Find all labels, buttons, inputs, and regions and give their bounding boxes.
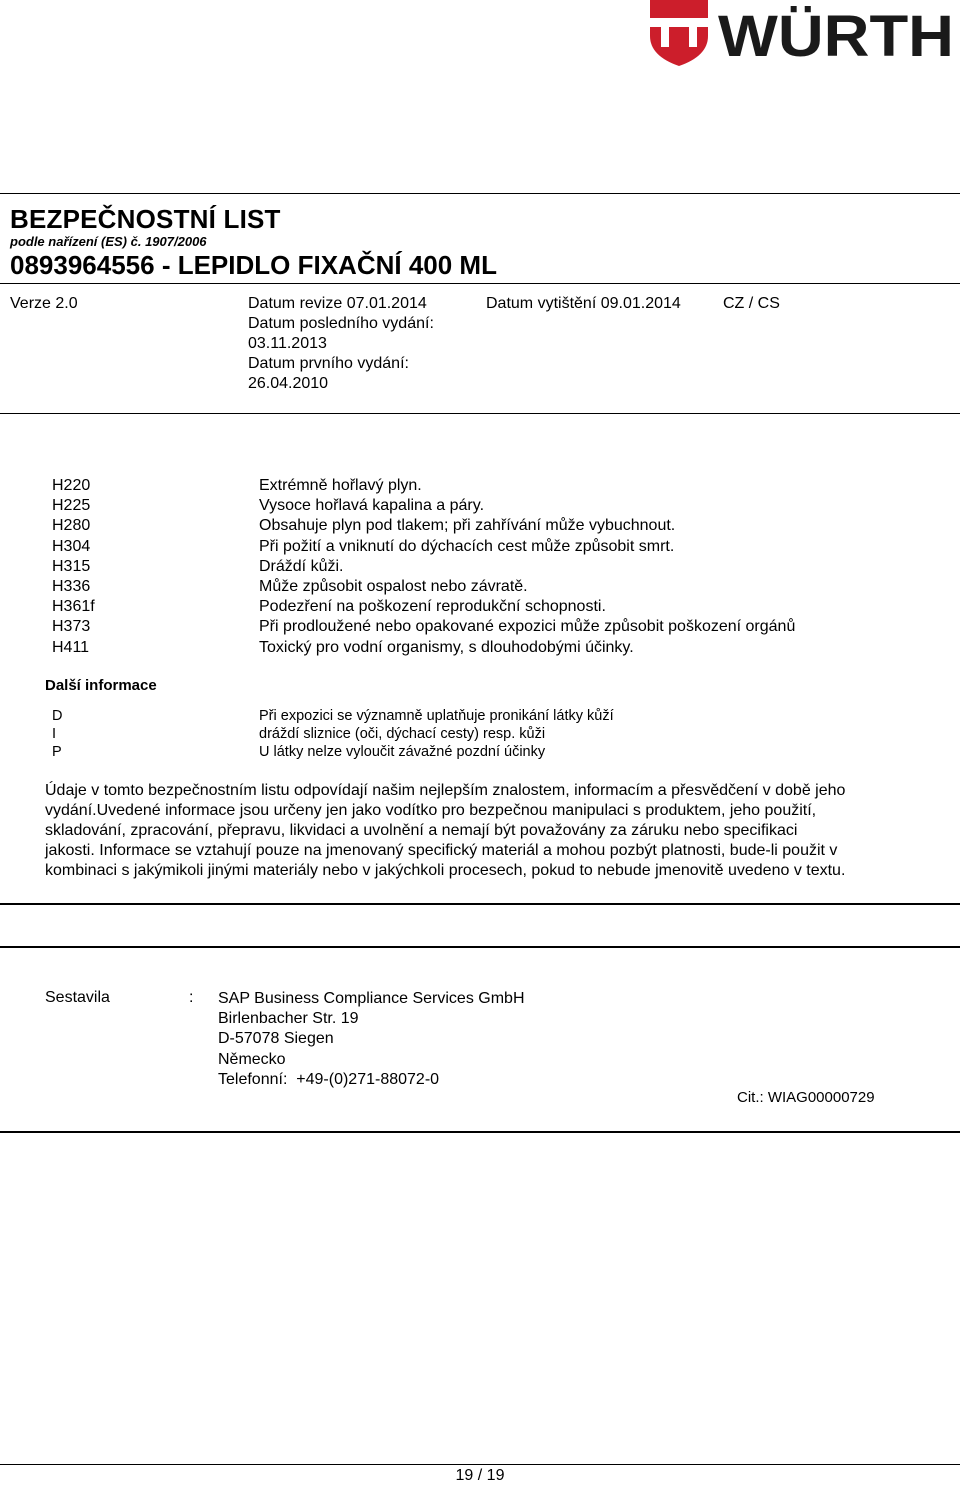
disclaimer-line: Údaje v tomto bezpečnostním listu odpovídají našim nejlepším znalostem, informacím a přesvědčení v době jeho xyxy=(45,782,846,799)
address-line: D-57078 Siegen xyxy=(218,1030,334,1048)
product-name: 0893964556 - LEPIDLO FIXAČNÍ 400 ML xyxy=(10,250,497,280)
hazard-text: Dráždí kůži. xyxy=(259,557,344,575)
hazard-texts-column xyxy=(259,476,795,658)
hazard-text: Při prodloužené nebo opakované expozici může způsobit poškození orgánů xyxy=(259,618,796,636)
page-number: 19 / 19 xyxy=(455,1467,505,1484)
further-info-codes xyxy=(52,707,62,761)
citation-code: Cit.: WIAG00000729 xyxy=(737,1089,875,1106)
hazard-code: H225 xyxy=(52,497,91,515)
first-issue-date: 26.04.2010 xyxy=(248,375,329,392)
disclaimer-rule xyxy=(0,903,960,905)
hazard-text: Při požití a vniknutí do dýchacích cest může způsobit smrt. xyxy=(259,537,675,555)
first-issue-label: Datum prvního vydání: xyxy=(248,355,409,372)
print-date: Datum vytištění 09.01.2014 xyxy=(486,295,681,312)
compiler-colon: : xyxy=(189,989,194,1006)
disclaimer-line: kombinaci s jakýmikoli jinými materiály nebo v jakýchkoli procesech, pokud to nebude jmenovitě uvedeno v textu. xyxy=(45,862,846,880)
hazard-code: H373 xyxy=(52,618,91,636)
info-text: U látky nelze vyloučit závažné pozdní účinky xyxy=(259,744,546,760)
hazard-code: H336 xyxy=(52,578,91,596)
disclaimer-line: skladování, zpracování, přepravu, likvidaci a uvolnění a nemají být považovány za záruku nebo specifikaci xyxy=(45,822,798,840)
document-title: BEZPEČNOSTNÍ LIST xyxy=(10,204,281,234)
last-issue-date: 03.11.2013 xyxy=(248,335,327,352)
hazard-code: H304 xyxy=(52,537,91,555)
hazard-text: Podezření na poškození reprodukční schopnosti. xyxy=(259,598,606,616)
hazard-codes-column xyxy=(52,476,95,658)
header-top-rule xyxy=(0,193,960,194)
hazard-code: H220 xyxy=(52,477,91,494)
compiler-address xyxy=(218,989,525,1090)
hazard-text: Obsahuje plyn pod tlakem; při zahřívání může vybuchnout. xyxy=(259,517,676,535)
compiler-label: Sestavila xyxy=(45,989,110,1006)
product-rule xyxy=(0,283,960,284)
footer-bottom-rule xyxy=(0,1131,960,1133)
dates-block xyxy=(248,294,434,394)
hazard-text: Může způsobit ospalost nebo závratě. xyxy=(259,578,528,596)
info-code: I xyxy=(52,726,57,742)
revision-date: Datum revize 07.01.2014 xyxy=(248,295,427,312)
hazard-code: H361f xyxy=(52,598,95,616)
country-language: CZ / CS xyxy=(723,295,780,312)
hazard-text: Extrémně hořlavý plyn. xyxy=(259,477,422,494)
footer-top-rule xyxy=(0,946,960,948)
page-number-rule xyxy=(0,1464,960,1465)
logo-wordmark: WÜRTH xyxy=(718,4,954,68)
hazard-code: H280 xyxy=(52,517,91,535)
disclaimer-line: vydání.Uvedené informace jsou určeny jen jako vodítko pro bezpečnou manipulaci s produktem, jeho použití, xyxy=(45,802,817,820)
version: Verze 2.0 xyxy=(10,295,78,312)
last-issue-label: Datum posledního vydání: xyxy=(248,315,434,332)
info-text: dráždí sliznice (oči, dýchací cesty) resp. kůži xyxy=(259,726,546,742)
further-info-heading: Další informace xyxy=(45,677,157,694)
hazard-code: H411 xyxy=(52,638,90,656)
address-line: Birlenbacher Str. 19 xyxy=(218,1010,359,1028)
hazard-code: H315 xyxy=(52,557,91,575)
hazard-text: Vysoce hořlavá kapalina a páry. xyxy=(259,497,485,515)
hazard-text: Toxický pro vodní organismy, s dlouhodobými účinky. xyxy=(259,638,634,656)
info-code: P xyxy=(52,744,62,760)
info-text: Při expozici se významně uplatňuje pronikání látky kůží xyxy=(259,708,614,724)
address-line: Německo xyxy=(218,1050,286,1068)
further-info-texts xyxy=(259,707,614,761)
regulation-subtitle: podle nařízení (ES) č. 1907/2006 xyxy=(10,234,207,249)
address-line: Telefonní: +49-(0)271-88072-0 xyxy=(218,1070,440,1088)
disclaimer-line: jakosti. Informace se vztahují pouze na jmenovaný specifický materiál a mohou pozbýt platnosti, bude-li použit v xyxy=(45,842,838,860)
header-bottom-rule xyxy=(0,413,960,414)
info-code: D xyxy=(52,708,63,724)
address-line: SAP Business Compliance Services GmbH xyxy=(218,990,525,1007)
wurth-logo xyxy=(648,0,958,68)
disclaimer-paragraph xyxy=(45,781,935,881)
wurth-logo-icon xyxy=(648,0,958,68)
